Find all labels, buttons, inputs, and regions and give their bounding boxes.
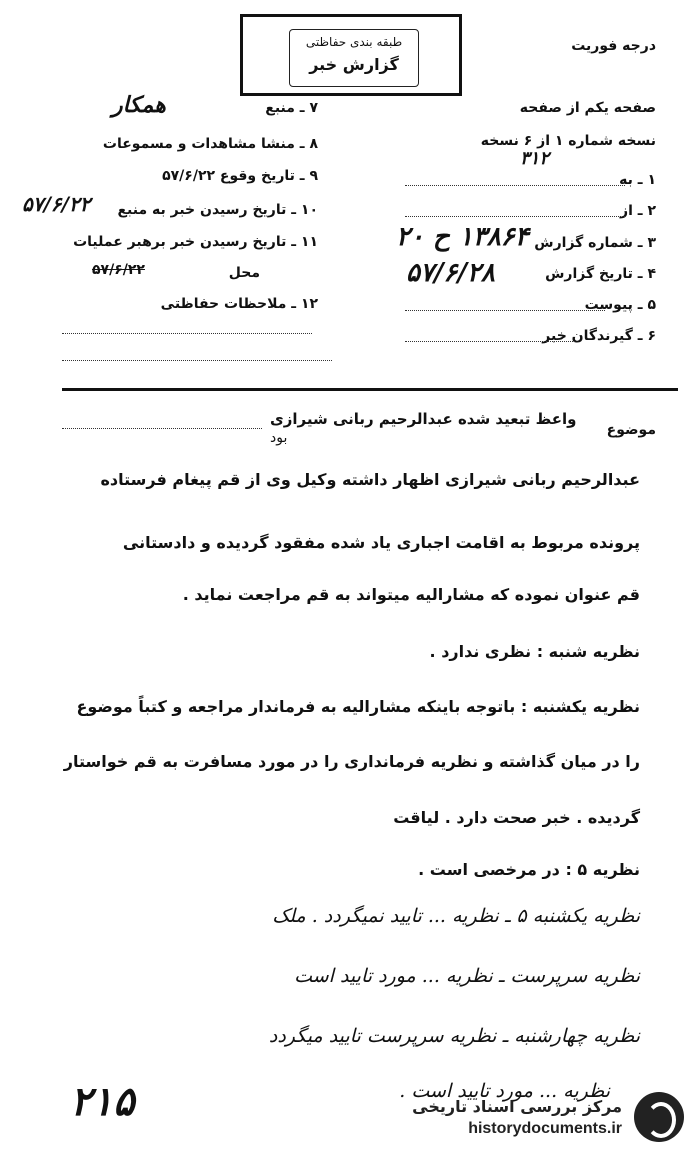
classification-stamp [240,14,462,96]
source-field: ۷ ـ منبع [265,100,318,116]
header-separator [62,388,678,391]
body-line-8: نظریه ۵ : در مرخصی است . [418,860,640,879]
priority-field: درجه فوریت [571,38,656,54]
subject-label: موضوع [606,422,656,438]
source-handwritten: همکار [112,92,166,118]
attachment-field: ۵ ـ پیوست [584,297,656,313]
body-line-4: نظریه شنبه : نظری ندارد . [429,642,640,661]
from-field: ۲ ـ از [620,203,656,219]
stamp-inner-box [289,29,419,87]
stamp-form-title: گزارش خبر [309,55,399,74]
body-line-7: گردیده . خبر صحت دارد . لیاقت [393,808,640,827]
copy-number-field: نسخه شماره ۱ از ۶ نسخه [480,133,656,149]
security-notes-field: ۱۲ ـ ملاحظات حفاظتی [160,296,318,312]
arrival-to-source-field: ۱۰ ـ تاریخ رسیدن خبر به منبع [117,202,318,218]
stamp-classification-label: طبقه بندی حفاظتی [305,35,403,49]
subject-sub: بود [270,430,288,446]
handwritten-note-1: نظریه یکشنبه ۵ ـ نظریه ... تایید نمیگردد . ملک [272,905,640,927]
body-line-3: قم عنوان نموده که مشارالیه میتواند به قم مراجعت نماید . [182,585,640,604]
archive-logo-icon [634,1092,684,1142]
handwritten-note-3: نظریه چهارشنبه ـ نظریه سرپرست تایید میگردد [268,1025,640,1047]
body-line-1: عبدالرحیم ربانی شیرازی اظهار داشته وکیل وی از قم پیغام فرستاده [100,470,640,489]
watermark-title: مرکز بررسی اسناد تاریخی [412,1097,622,1116]
event-date-field: ۹ ـ تاریخ وقوع ۵۷/۶/۲۲ [162,168,318,184]
page-number-handwritten: ۲۱۵ [70,1078,135,1125]
handwritten-note-2: نظریه سرپرست ـ نظریه ... مورد تایید است [294,965,640,987]
report-number-handwritten: ۱۳۸۶۴ ح ۲۰ [396,222,529,252]
handwritten-note-4: نظریه ... مورد تایید است . [399,1080,610,1102]
recipients-field: ۶ ـ گیرندگان خبر [542,328,656,344]
source-basis-field: ۸ ـ منشا مشاهدات و مسموعات [102,136,318,152]
report-date-handwritten: ۵۷/۶/۲۸ [406,258,495,288]
arrival-to-source-handwritten: ۵۷/۶/۲۲ [22,192,91,216]
report-date-field: ۴ ـ تاریخ گزارش [545,266,656,282]
copy-number-handwritten: ۳۱۲ [520,148,550,169]
body-line-6: را در میان گذاشته و نظریه فرمانداری را در مورد مسافرت به قم خواستار [63,752,640,771]
place-date-value: ۵۷/۶/۲۲ [92,262,145,278]
watermark-url: historydocuments.ir [468,1120,622,1137]
to-field: ۱ ـ به [619,172,656,188]
page-field: صفحه یکم از صفحه [519,100,656,116]
subject-text: واعظ تبعید شده عبدالرحیم ربانی شیرازی [270,410,577,428]
arrival-to-operations-field: ۱۱ ـ تاریخ رسیدن خبر برهبر عملیات [73,234,318,250]
body-line-5: نظریه یکشنبه : باتوجه باینکه مشارالیه به فرماندار مراجعه و کتباً موضوع [76,697,640,716]
report-number-field: ۳ ـ شماره گزارش [534,235,656,251]
body-line-2: پرونده مربوط به اقامت اجباری یاد شده مفقود گردیده و دادستانی [122,533,640,552]
place-label: محل [228,265,260,281]
